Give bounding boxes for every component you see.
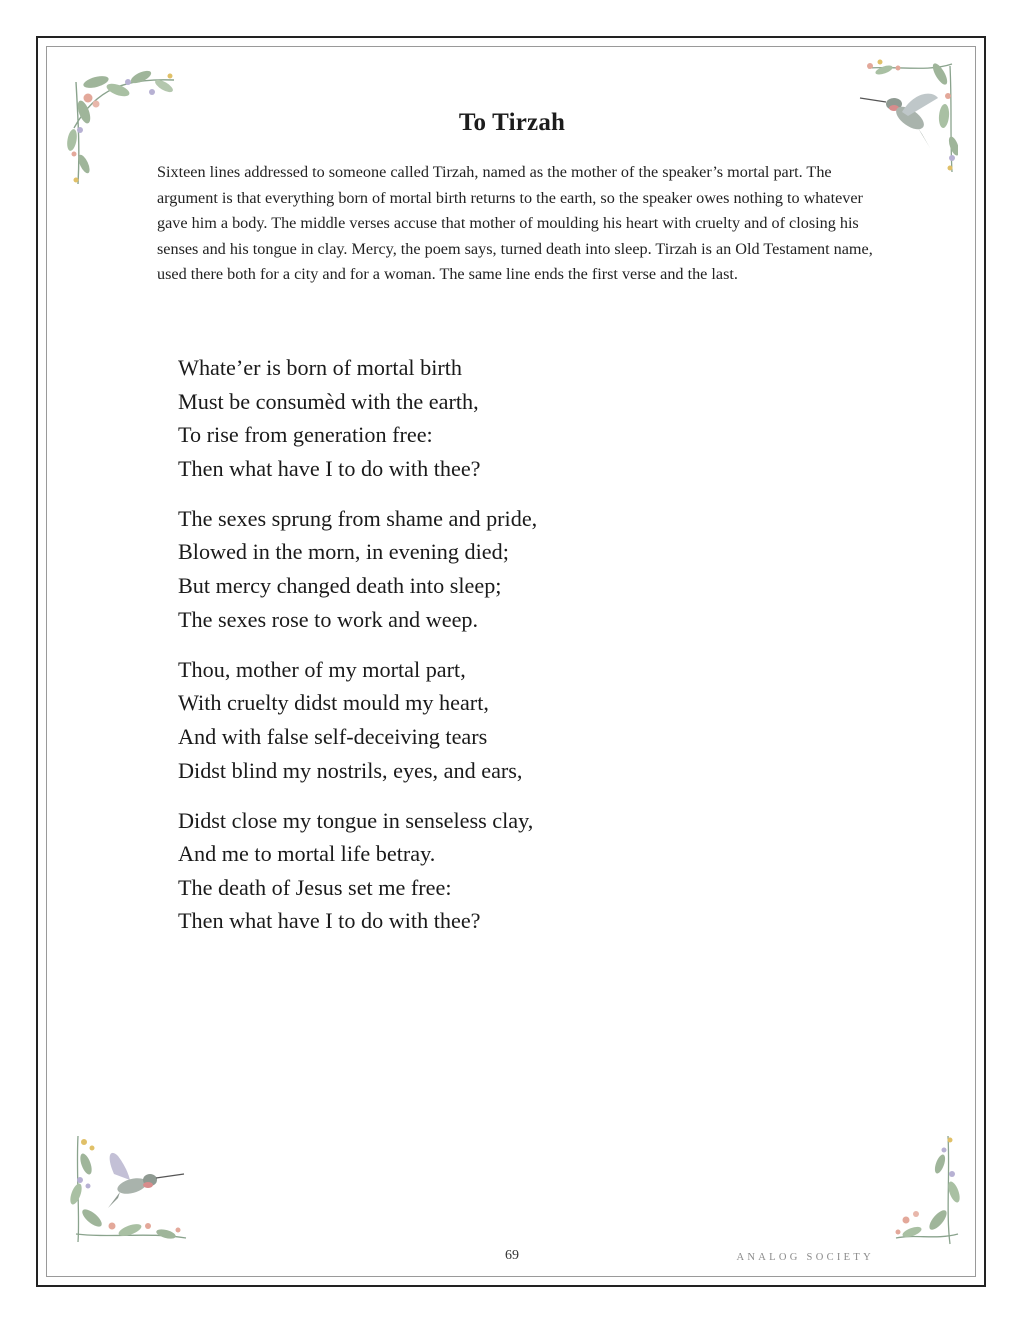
footer-brand: ANALOG SOCIETY (736, 1252, 874, 1263)
stanza (178, 351, 778, 485)
poem-line: Thou, mother of my mortal part, (178, 656, 466, 682)
stanza (178, 502, 778, 636)
poem-line: But mercy changed death into sleep; (178, 573, 502, 599)
poem-line: The death of Jesus set me free: (178, 874, 452, 900)
hummingbird-floral-icon (70, 1134, 190, 1246)
poem-line: Then what have I to do with thee? (178, 455, 481, 481)
poem-line: And with false self-deceiving tears (178, 723, 488, 749)
poem-line: Didst blind my nostrils, eyes, and ears, (178, 757, 523, 783)
stanza (178, 804, 778, 938)
poem-line: With cruelty didst mould my heart, (178, 690, 489, 716)
poem-line: To rise from generation free: (178, 422, 433, 448)
page-title: To Tirzah (458, 109, 566, 136)
poem-line: Then what have I to do with thee? (178, 908, 481, 934)
poem-line: Must be consumèd with the earth, (178, 388, 479, 414)
poem-line: Didst close my tongue in senseless clay, (178, 807, 534, 833)
intro-paragraph: Sixteen lines addressed to someone called Tirzah, named as the mother of the speaker’s mortal part. The argument is that everything born of mortal birth returns to the earth, so the speaker owes nothing to whatever gave him a body. The middle verses accuse that mother of moulding his heart with cruelty and of closing his senses and his tongue in clay. Mercy, the poem says, turned death into sleep. Tirzah is an Old Testament name, used there both for a city and for a woman. The same line ends the first verse and the last. (157, 163, 873, 284)
poem (178, 351, 778, 955)
poem-line: And me to mortal life betray. (178, 841, 436, 867)
poem-line: Blowed in the morn, in evening died; (178, 539, 509, 565)
poem-line: Whate’er is born of mortal birth (178, 355, 463, 380)
stanza (178, 653, 778, 787)
floral-corner-icon (892, 1134, 962, 1246)
poem-line: The sexes sprung from shame and pride, (178, 505, 538, 531)
poem-line: The sexes rose to work and weep. (178, 606, 479, 632)
page-number: 69 (505, 1248, 519, 1263)
